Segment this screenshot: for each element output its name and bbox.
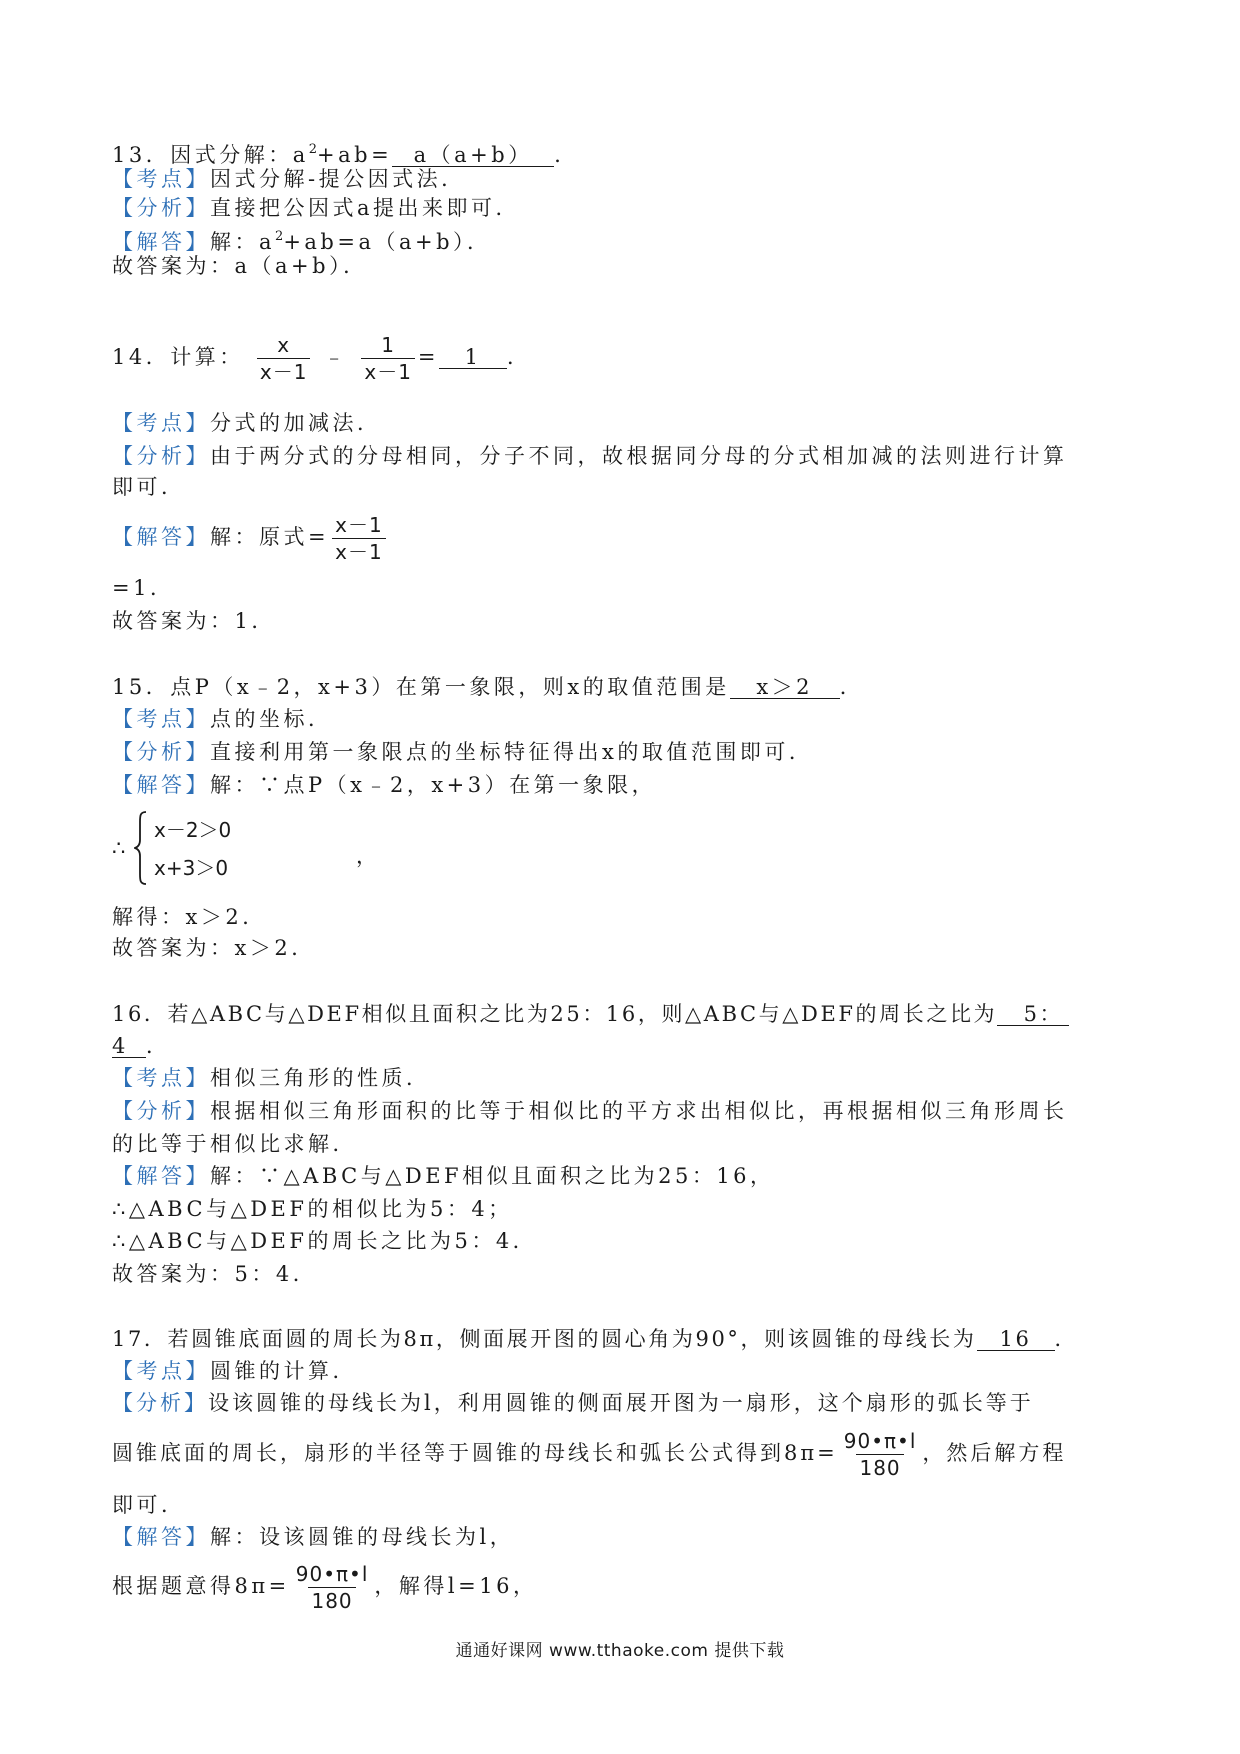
q17-fenxi-1: 【分析】设该圆锥的母线长为l，利用圆锥的侧面展开图为一扇形，这个扇形的弧长等于 [112, 1391, 1034, 1415]
q13-fenxi: 【分析】直接把公因式a提出来即可． [112, 196, 521, 220]
q17-step-fraction: $\frac{90•\pi•l}{180}$ [295, 1562, 369, 1613]
q13-final: 故答案为：a（a+b）． [112, 254, 368, 278]
q15-system-row-2: x+3＞0 [154, 856, 229, 880]
q17-fenxi-2: 圆锥底面的周长，扇形的半径等于圆锥的母线长和弧长公式得到8π= $\frac{90•\pi•l}{180}$ ，然后解方程 [112, 1429, 1067, 1480]
q14-step: =1． [112, 576, 175, 600]
q14-kaodian: 【考点】分式的加减法． [112, 411, 382, 435]
q15-final: 故答案为：x＞2． [112, 936, 316, 960]
q15-stem: 15．点P（x﹣2，x+3）在第一象限，则x的取值范围是 x＞2 ． [112, 675, 865, 699]
q15-system-comma: ， [356, 844, 377, 868]
q13-jieda: 【解答】解：$a^2+ab=a(a+b)$． [112, 229, 492, 254]
q14-jieda-fraction: $\frac{x-1}{x-1}$ [332, 514, 386, 563]
q13-stem: 13．因式分解：$a^2+ab= a(a+b)$ ． [112, 142, 579, 167]
q16-step-1: ∴△ABC与△DEF的相似比为5：4； [112, 1197, 513, 1221]
q17-jieda: 【解答】解：设该圆锥的母线长为l， [112, 1525, 515, 1549]
q13-answer-blank: a（a+b） [392, 144, 554, 167]
q17-answer-blank: 16 [977, 1328, 1055, 1351]
q16-final: 故答案为：5：4． [112, 1262, 318, 1286]
q14-jieda: 【解答】解：原式= $\frac{x-1}{x-1}$ [112, 509, 389, 565]
left-brace-icon [134, 810, 148, 886]
q16-answer-blank-b: 4 [112, 1035, 146, 1058]
q16-stem-cont: 4 ． [112, 1034, 171, 1058]
q14-answer-blank: 1 [439, 346, 507, 369]
q14-final: 故答案为：1． [112, 609, 276, 633]
page-footer: 通通好课网 www.tthaoke.com 提供下载 [455, 1641, 785, 1661]
q16-jieda: 【解答】解：∵△ABC与△DEF相似且面积之比为25：16， [112, 1164, 775, 1188]
q17-fraction: $\frac{90•\pi•l}{180}$ [843, 1429, 917, 1480]
q15-kaodian: 【考点】点的坐标． [112, 707, 333, 731]
q15-system-row-1: x－2＞0 [154, 818, 232, 842]
q16-answer-blank-a: 5： [997, 1003, 1069, 1026]
q17-fenxi-3: 即可． [112, 1493, 186, 1517]
q17-kaodian: 【考点】圆锥的计算． [112, 1359, 357, 1383]
q14-fenxi-2: 即可． [112, 475, 186, 499]
q13-kaodian: 【考点】因式分解-提公因式法． [112, 167, 466, 191]
q14-fraction-1: $\frac{x}{x-1}$ [257, 334, 311, 383]
therefore-symbol: ∴ [112, 836, 126, 860]
q17-step: 根据题意得8π= $\frac{90•\pi•l}{180}$ ，解得l=16， [112, 1562, 538, 1613]
q14-fraction-2: $\frac{1}{x-1}$ [361, 334, 415, 383]
q14-stem: 14．计算： $\frac{x}{x-1}$ ﹣ $\frac{1}{x-1}$ = 1 ． [112, 333, 532, 384]
q14-fenxi-1: 【分析】由于两分式的分母相同，分子不同，故根据同分母的分式相加减的法则进行计算 [112, 444, 1068, 468]
q15-solve: 解得：x＞2． [112, 905, 267, 929]
q16-stem: 16．若△ABC与△DEF相似且面积之比为25：16，则△ABC与△DEF的周长之比为 5： [112, 1001, 1069, 1027]
q17-stem: 17．若圆锥底面圆的周长为8π，侧面展开图的圆心角为90°，则该圆锥的母线长为 16 ． [112, 1327, 1079, 1351]
q16-fenxi-2: 的比等于相似比求解． [112, 1132, 357, 1156]
q16-fenxi-1: 【分析】根据相似三角形面积的比等于相似比的平方求出相似比，再根据相似三角形周长 [112, 1099, 1068, 1123]
q15-answer-blank: x＞2 [730, 676, 840, 699]
q16-kaodian: 【考点】相似三角形的性质． [112, 1066, 431, 1090]
q16-step-2: ∴△ABC与△DEF的周长之比为5：4． [112, 1229, 538, 1253]
q15-jieda: 【解答】解：∵点P（x﹣2，x+3）在第一象限， [112, 773, 657, 797]
q15-fenxi: 【分析】直接利用第一象限点的坐标特征得出x的取值范围即可． [112, 740, 814, 764]
